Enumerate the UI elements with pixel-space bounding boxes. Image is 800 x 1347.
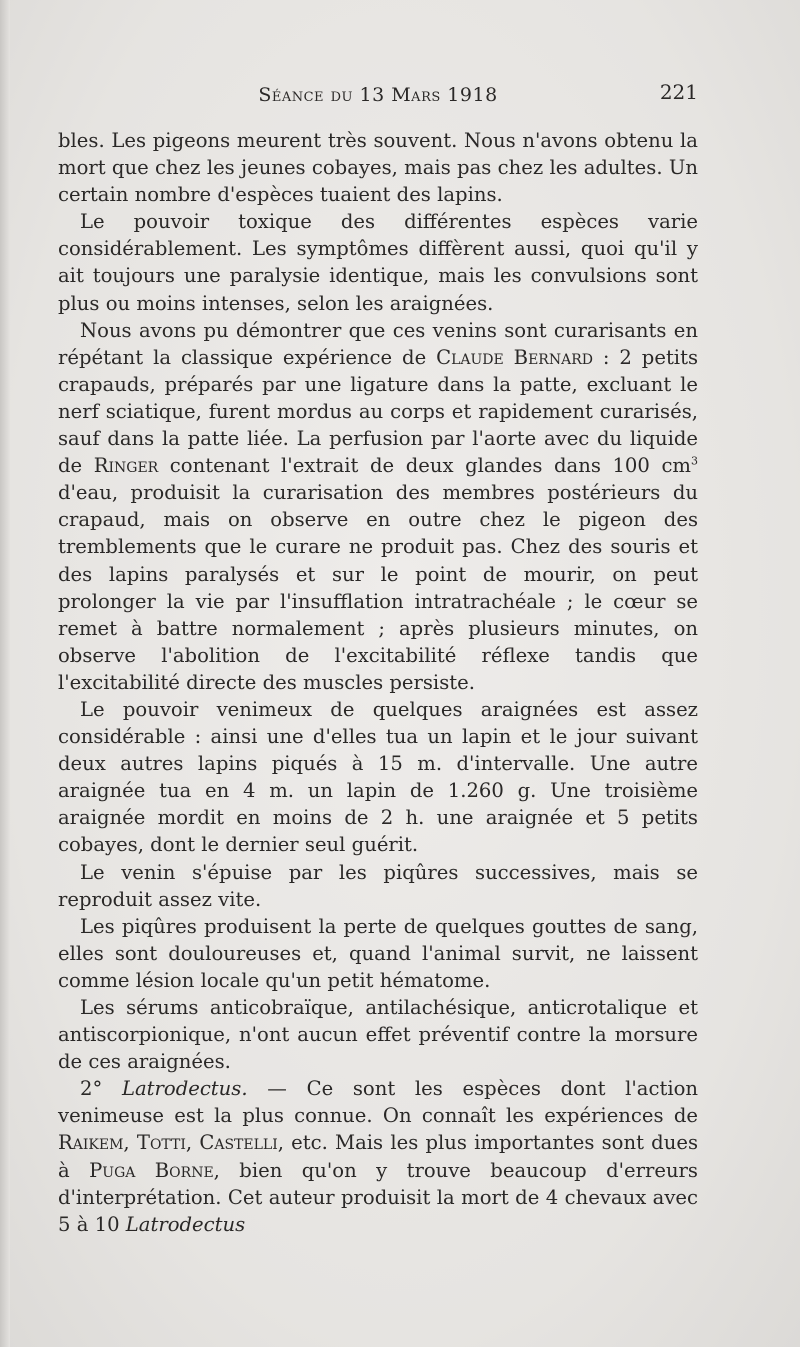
paragraph-2: Le pouvoir toxique des différentes espèces varie considérablement. Les symptômes diffèrent aussi, quoi qu'il y ait toujours une paralysie identique, mais les convulsions sont plus ou moins intenses, selon les araignées. [58, 210, 698, 315]
paragraph-7: Les sérums anticobraïque, antilachésique, anticrotalique et antiscorpionique, n'ont aucun effet préventif contre la morsure de ces araignées. [58, 996, 698, 1074]
author-name-totti: Totti [136, 1131, 186, 1155]
paragraph-8-text-1: — Ce sont les espèces dont l'action venimeuse est la plus connue. On connaît les expériences de [58, 1077, 698, 1128]
author-name-raikem: Raikem [58, 1131, 124, 1155]
separator-2: , [185, 1131, 200, 1155]
running-head [58, 80, 698, 110]
paragraph-1: bles. Les pigeons meurent très souvent. Nous n'avons obtenu la mort que chez les jeunes cobayes, mais pas chez les adultes. Un certain nombre d'espèces tuaient des lapins. [58, 129, 698, 207]
paragraph-8-text-3: , bien qu'on y trouve beaucoup d'erreurs d'interprétation. Cet auteur produisit la mort de 4 chevaux avec 5 à 10 [58, 1158, 698, 1236]
page-edge-shadow [0, 0, 10, 1347]
superscript-3: 3 [691, 454, 698, 468]
paragraph-3-text-1: Nous avons pu démontrer que ces venins sont curarisants en répétant la classique expérience de [58, 318, 698, 369]
separator-1: , [123, 1131, 137, 1155]
author-name-castelli: Castelli [199, 1131, 278, 1155]
paragraph-4: Le pouvoir venimeux de quelques araignées est assez considérable : ainsi une d'elles tua un lapin et le jour suivant deux autres lapins piqués à 15 m. d'intervalle. Une autre araignée tua en 4 m. un lapin de 1.260 g. Une troisième araignée mordit en moins de 2 h. une araignée et 5 petits cobayes, dont le dernier seul guérit. [58, 697, 698, 857]
author-name-ringer: Ringer [93, 454, 159, 478]
paragraph-5: Le venin s'épuise par les piqûres successives, mais se reproduit assez vite. [58, 860, 698, 911]
paragraph-3 [58, 317, 698, 696]
paragraph-3-text-3: contenant l'extrait de deux glandes dans 100 cm [158, 454, 691, 478]
body-text [58, 127, 698, 1238]
paragraph-6: Les piqûres produisent la perte de quelques gouttes de sang, elles sont douloureuses et, quand l'animal survit, ne laissent comme lésion locale qu'un petit hématome. [58, 914, 698, 992]
running-head-title: Séance du 13 Mars 1918 [258, 84, 498, 106]
genus-latrodectus: Latrodectus [125, 1212, 246, 1236]
paragraph-8-text-2: , etc. Mais les plus importantes sont dues à [58, 1131, 698, 1182]
author-name-puga-borne: Puga Borne [89, 1158, 214, 1182]
genus-heading-latrodectus: Latrodectus. [121, 1077, 248, 1101]
section-number: 2° [80, 1077, 103, 1101]
paragraph-8 [58, 1075, 698, 1238]
paragraph-3-text-4: d'eau, produisit la curarisation des membres postérieurs du crapaud, mais on observe en outre chez le pigeon des tremblements que le curare ne produit pas. Chez des souris et des lapins paralysés et sur le point de mourir, on peut prolonger la vie par l'insufflation intratrachéale ; le cœur se remet à battre normalement ; après plusieurs minutes, on observe l'abolition de l'excitabilité réflexe tandis que l'excitabilité directe des muscles persiste. [58, 481, 698, 694]
page-number: 221 [659, 80, 698, 104]
author-name-claude-bernard: Claude Bernard [436, 345, 593, 369]
paragraph-3-text-2: : 2 petits crapauds, préparés par une ligature dans la patte, excluant le nerf sciatique, furent mordus au corps et rapidement curarisés, sauf dans la patte liée. La perfusion par l'aorte avec du liquide de [58, 345, 699, 478]
